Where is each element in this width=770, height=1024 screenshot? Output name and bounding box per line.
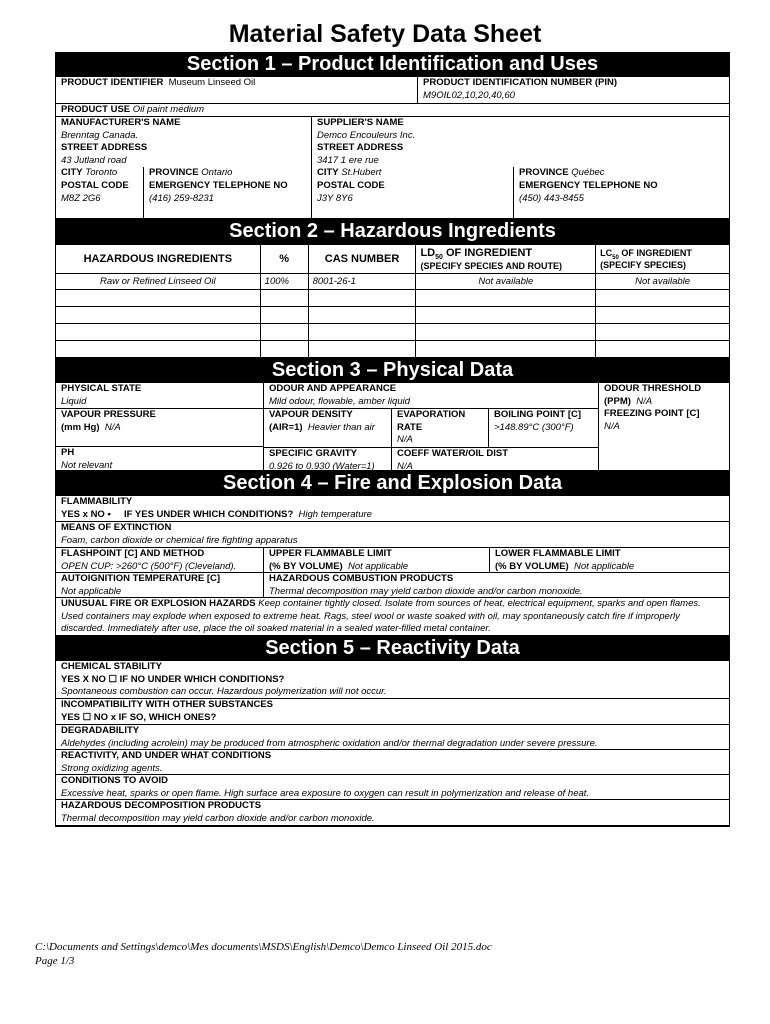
- msds-sheet: [55, 52, 730, 827]
- odour-threshold-value: N/A: [636, 395, 653, 407]
- hazardous-ingredients-table: [55, 244, 730, 358]
- flashpoint-row: FLASHPOINT [C] AND METHOD OPEN CUP: >260°C (500°F) (Cleveland). UPPER FLAMMABLE LIMIT (% BY VOLUME) Not applicable LOWER FLAMMABLE LIMIT (% BY VOLUME) Not applicable: [55, 548, 730, 573]
- vapour-pressure-label: VAPOUR PRESSURE: [61, 409, 156, 420]
- avoid-value: Excessive heat, sparks or open flame. High surface area exposure to oxygen can result in polymerization and release of heat.: [61, 787, 590, 799]
- section-4-header: Section 4 – Fire and Explosion Data: [55, 471, 730, 496]
- stability-label: CHEMICAL STABILITY: [61, 661, 162, 672]
- odour-appearance-label: ODOUR AND APPEARANCE: [269, 383, 397, 394]
- document-title: Material Safety Data Sheet: [228, 20, 542, 48]
- supplier-street-value: 3417 1 ere rue: [317, 154, 379, 166]
- supplier-emergency-value: (450) 443-8455: [519, 192, 584, 204]
- section-1-header: Section 1 – Product Identification and Uses: [55, 52, 730, 77]
- col-ld50: $LD_{50}$ OF INGREDIENT (SPECIFY SPECIES AND ROUTE): [416, 245, 596, 274]
- ingredient-lc50: Not available: [596, 274, 730, 290]
- incompatibility-row: [55, 699, 730, 725]
- autoignition-value: Not applicable: [61, 585, 122, 597]
- file-path: C:\Documents and Settings\demco\Mes documents\MSDS\English\Demco\Demco Linseed Oil 2015.doc: [35, 941, 492, 953]
- product-identifier-value: Museum Linseed Oil: [168, 77, 256, 88]
- pin-label: PRODUCT IDENTIFICATION NUMBER (PIN): [423, 77, 618, 88]
- vapour-density-label: VAPOUR DENSITY: [269, 409, 353, 420]
- ingredient-ld50: Not available: [416, 274, 596, 290]
- col-lc50: $LC_{50}$ OF INGREDIENT (SPECIFY SPECIES): [596, 245, 730, 274]
- incompatibility-label: INCOMPATIBILITY WITH OTHER SUBSTANCES: [61, 699, 273, 710]
- manufacturer-street-value: 43 Jutland road: [61, 154, 127, 166]
- ingredient-name: Raw or Refined Linseed Oil: [56, 274, 261, 290]
- ingredient-cas: 8001-26-1: [308, 274, 416, 290]
- page-number: Page 1/3: [35, 955, 75, 967]
- manufacturer-province-value: Ontario: [201, 167, 233, 178]
- section-3-header: Section 3 – Physical Data: [55, 358, 730, 383]
- autoignition-label: AUTOIGNITION TEMPERATURE [C]: [61, 573, 221, 584]
- manufacturer-name-value: Brenntag Canada.: [61, 129, 139, 141]
- supplier-postal-value: J3Y 8Y6: [317, 192, 353, 204]
- flammability-row: FLAMMABILITY YES x NO • IF YES UNDER WHICH CONDITIONS? High temperature: [55, 496, 730, 522]
- supplier-emergency-label: EMERGENCY TELEPHONE NO: [519, 180, 658, 191]
- manufacturer-supplier-block: [55, 117, 730, 219]
- degradability-value: Aldehydes (including acrolein) may be produced from atmospheric oxidation and/or thermal degradation under severe pressure.: [61, 737, 598, 749]
- pin-cell: [418, 77, 729, 103]
- physical-state-label: PHYSICAL STATE: [61, 383, 142, 394]
- manufacturer-city-label: CITY: [61, 167, 83, 178]
- supplier-name-value: Demco Encouleurs Inc.: [317, 129, 416, 141]
- ph-value: Not relevant: [61, 459, 113, 471]
- product-use-row: [55, 104, 730, 117]
- combustion-products-value: Thermal decomposition may yield carbon dioxide and/or carbon monoxide.: [269, 585, 583, 597]
- product-use-cell: [56, 104, 729, 116]
- upper-limit-label: UPPER FLAMMABLE LIMIT: [269, 548, 392, 559]
- manufacturer-city-grid: [56, 167, 311, 219]
- reactivity-row: [55, 750, 730, 775]
- supplier-street-label: STREET ADDRESS: [317, 142, 404, 153]
- col-percent: %: [260, 245, 308, 274]
- autoignition-row: [55, 573, 730, 598]
- table-row-empty: [56, 341, 730, 358]
- evaporation-label: EVAPORATION: [397, 409, 466, 420]
- vapour-pressure-value: N/A: [104, 421, 121, 433]
- upper-limit-value: Not applicable: [348, 560, 409, 572]
- physical-data-block: PHYSICAL STATE Liquid VAPOUR PRESSURE (mm Hg) N/A PH Not relevant ODOUR AND APPEARANCE Mild odour, flowable, amber liquid VAPOUR DENSITY (AIR=1) Heavier than air EVAPORATION RATE N/A BOILING POINT [C] >148.89°C (300°F) SPECIFIC GRAVITY 0.926 to 0.930 (Water=1) COEFF WATER/OIL DIST N/A ODOUR THRESHOLD (PPM) N/A FREEZING POINT [C] N/A: [55, 383, 730, 471]
- lower-limit-label: LOWER FLAMMABLE LIMIT: [495, 548, 621, 559]
- boiling-point-value: >148.89°C (300°F): [494, 421, 574, 433]
- flashpoint-value: OPEN CUP: >260°C (500°F) (Cleveland).: [61, 560, 237, 572]
- ph-label: PH: [61, 447, 75, 458]
- degradability-row: [55, 725, 730, 750]
- specific-gravity-label: SPECIFIC GRAVITY: [269, 448, 357, 459]
- manufacturer-name-label: MANUFACTURER'S NAME: [61, 117, 181, 128]
- flammability-label: FLAMMABILITY: [61, 496, 133, 507]
- stability-value: Spontaneous combustion can occur. Hazardous polymerization will not occur.: [61, 686, 387, 697]
- unusual-hazards-value: Keep container tightly closed. Isolate from sources of heat, electrical equipment, sparks and open flames. Used containers may explode when exposed to extreme heat. Rags, steel wool or waste soaked with oil, may spontaneously catch fire if improperly discarded. Immediately after use, place the oil soaked material in a sealed water-filled metal container.: [61, 598, 701, 634]
- table-row-empty: [56, 324, 730, 341]
- coeff-value: N/A: [397, 460, 413, 472]
- degradability-label: DEGRADABILITY: [61, 725, 140, 736]
- table-row: [56, 274, 730, 290]
- page-footer: [35, 940, 492, 968]
- stability-row: [55, 661, 730, 699]
- flammability-conditions: High temperature: [298, 508, 372, 520]
- decomposition-row: [55, 800, 730, 827]
- product-use-label: PRODUCT USE: [61, 104, 131, 115]
- reactivity-label: REACTIVITY, AND UNDER WHAT CONDITIONS: [61, 750, 272, 761]
- supplier-postal-label: POSTAL CODE: [317, 180, 385, 191]
- product-identifier-label: PRODUCT IDENTIFIER: [61, 77, 164, 88]
- reactivity-value: Strong oxidizing agents.: [61, 762, 163, 774]
- avoid-label: CONDITIONS TO AVOID: [61, 775, 168, 786]
- manufacturer-block: [56, 117, 312, 218]
- extinction-row: [55, 522, 730, 548]
- odour-appearance-value: Mild odour, flowable, amber liquid: [269, 395, 410, 407]
- product-identifier-cell: [56, 77, 418, 103]
- manufacturer-postal-value: M8Z 2G6: [61, 192, 101, 204]
- section-2-header: Section 2 – Hazardous Ingredients: [55, 219, 730, 244]
- freezing-point-value: N/A: [604, 420, 620, 432]
- manufacturer-street-label: STREET ADDRESS: [61, 142, 148, 153]
- ingredient-percent: 100%: [260, 274, 308, 290]
- decomposition-value: Thermal decomposition may yield carbon dioxide and/or carbon monoxide.: [61, 812, 375, 824]
- manufacturer-emergency-label: EMERGENCY TELEPHONE NO: [149, 180, 288, 191]
- flammability-yes-no: YES x NO •: [61, 508, 111, 520]
- coeff-label: COEFF WATER/OIL DIST: [397, 448, 509, 459]
- boiling-point-label: BOILING POINT [C]: [494, 409, 582, 420]
- supplier-name-address: [312, 117, 729, 167]
- unusual-hazards-row: [55, 598, 730, 636]
- flashpoint-label: FLASHPOINT [C] AND METHOD: [61, 548, 205, 559]
- product-use-value: Oil paint medium: [132, 104, 205, 115]
- odour-threshold-label: ODOUR THRESHOLD: [604, 383, 702, 394]
- extinction-label: MEANS OF EXTINCTION: [61, 522, 172, 533]
- section-5-header: Section 5 – Reactivity Data: [55, 636, 730, 661]
- table-row-empty: [56, 290, 730, 307]
- lower-limit-value: Not applicable: [574, 560, 635, 572]
- product-identifier-row: [55, 77, 730, 104]
- specific-gravity-value: 0.926 to 0.930 (Water=1): [269, 460, 375, 472]
- pin-value: M9OIL02,10,20,40,60: [423, 89, 515, 101]
- unusual-hazards-label: UNUSUAL FIRE OR EXPLOSION HAZARDS: [61, 598, 256, 609]
- manufacturer-name-address: [56, 117, 311, 167]
- vapour-density-value: Heavier than air: [307, 421, 375, 433]
- supplier-name-label: SUPPLIER'S NAME: [317, 117, 404, 128]
- manufacturer-postal-label: POSTAL CODE: [61, 180, 129, 191]
- table-row-empty: [56, 307, 730, 324]
- manufacturer-emergency-value: (416) 259-8231: [149, 192, 214, 204]
- supplier-province-value: Québec: [571, 167, 605, 178]
- stability-yes-no: YES X NO ☐ IF NO UNDER WHICH CONDITIONS?: [61, 673, 285, 685]
- col-hazardous-ingredients: HAZARDOUS INGREDIENTS: [56, 245, 261, 274]
- supplier-city-value: St.Hubert: [341, 167, 382, 178]
- combustion-products-label: HAZARDOUS COMBUSTION PRODUCTS: [269, 573, 454, 584]
- supplier-province-label: PROVINCE: [519, 167, 569, 178]
- avoid-row: [55, 775, 730, 800]
- evaporation-value: N/A: [397, 434, 413, 445]
- manufacturer-city-value: Toronto: [85, 167, 118, 178]
- physical-state-value: Liquid: [61, 395, 87, 407]
- manufacturer-province-label: PROVINCE: [149, 167, 199, 178]
- col-cas-number: CAS NUMBER: [308, 245, 416, 274]
- incompatibility-yes-no: YES ☐ NO x IF SO, WHICH ONES?: [61, 711, 217, 723]
- extinction-value: Foam, carbon dioxide or chemical fire fighting apparatus: [61, 534, 298, 546]
- supplier-city-label: CITY: [317, 167, 339, 178]
- ingredients-header-row: [56, 245, 730, 274]
- supplier-block: [312, 117, 729, 218]
- decomposition-label: HAZARDOUS DECOMPOSITION PRODUCTS: [61, 800, 262, 811]
- supplier-city-grid: [312, 167, 729, 219]
- freezing-point-label: FREEZING POINT [C]: [604, 408, 700, 419]
